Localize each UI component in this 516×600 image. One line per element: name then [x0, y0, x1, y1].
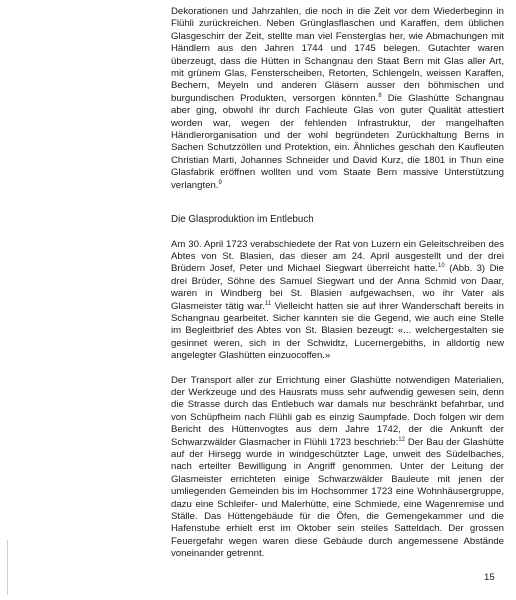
paragraph-text-cont: Der Bau der Glashütte auf der Hirsegg wurde in windgeschützter Lage, unweit des Südelbaches, nach erteilter Bewilligung in Angriff genommen. Unter der Leitung der Glasmeister errichteten einige Schwarzwälder Bauleute mit jenen der umliegenden Gemeinden bis im Hochsommer 1723 eine Wohnhäusergruppe, dazu eine Schleifer- und Malerhütte, eine Schmiede, eine Wagenremise und Ställe. Das Hüttengebäude für die Öfen, die Gemengekammer und die Hafenstube erhielt erst im Oktober sein steiles Satteldach. Der grossen Feuergefahr wegen waren diese Gebäude durch angemessene Abstände voneinander getrennt.: [171, 436, 505, 560]
footnote-ref[interactable]: 10: [438, 263, 445, 270]
footnote-ref[interactable]: 11: [264, 300, 272, 307]
text-column: [171, 6, 504, 561]
paragraph-transport: [171, 375, 504, 561]
footnote-ref[interactable]: 8: [378, 92, 382, 99]
page-number: 15: [484, 572, 495, 583]
paragraph-gap: [171, 363, 504, 375]
paragraph-text-cont: Die Glashütte Schangnau aber ging, obwohl ihr durch Fachleute Glas von guter Qualität attestiert worden war, wegen der fehlenden Infrastruktur, der mangelhaften Händlerorganisation und der wohl begründeten Zurückhaltung Berns in Sachen Schutzzöllen und Protektion, ein. Ähnliches geschah den Kaufleuten Christian Marti, Johannes Schneider und David Kurz, die 1801 in Thun eine Glasfabrik eröffnen wollten und vom Staate Bern massive Unterstützung verlangten.: [171, 92, 504, 191]
paragraph-text-cont: (Abb. 3) Die drei Brüder, Söhne des Samuel Siegwart und der Anna Schmid von Daar, waren in Windberg bei St. Blasien aufgewachsen, wo ihr Vater als Glasmeister tätig war.: [171, 263, 504, 312]
paragraph-text: Dekorationen und Jahrzahlen, die noch in die Zeit vor dem Wiederbeginn in Flühli zurückreichen. Neben Grünglasflaschen und Karaffen, dem üblichen Glasgeschirr der Zeit, stellte man viel Fensterglas her, wie Abmachungen mit Händlern aus den Jahren 1744 und 1745 belegen. Gutachter waren überzeugt, dass die Hütten in Schangnau den Staat Bern mit Glas aller Art, mit grünem Glas, Fensterscheiben, Retorten, Schlengeln, weissen Karaffen, Bechern, Meyeln und anderen Gläsern ausser den böhmischen und burgundischen Produkten, versorgen könnten.: [171, 6, 504, 104]
paragraph-glass-products: [171, 6, 504, 192]
paragraph-text-cont: Vielleicht hatten sie auf ihrer Wanderschaft bereits in Schangnau gearbeitet. Sicher kannten sie die Gegend, wie auch eine Stelle im Begleitbrief des Abtes von St. Blasien bezeugt: «... welchergestalten sie gesinnet weren, sich in der Schwidtz, Lucernergebiths, in alldortig new angelegter Glashütten einzuocoffen.»: [171, 300, 504, 362]
footnote-ref[interactable]: 9: [218, 179, 222, 186]
paragraph-text: Der Transport aller zur Errichtung einer Glashütte notwendigen Materialien, der Werkzeuge und des Hausrats muss sehr aufwendig gewesen sein, denn die Strasse durch das Entlebuch war damals nur beschränkt befahrbar, und von Schüpfheim nach Flühli gab es einzig Saumpfade. Doch folgen wir dem Bericht des Hüttenvogtes aus dem Jahre 1742, der die Ankunft der Schwarzwälder Glasmacher in Flühli 1723 beschrieb:: [171, 374, 504, 448]
paragraph-siegwart-brothers: [171, 239, 504, 363]
section-heading: Die Glasproduktion im Entlebuch: [171, 214, 314, 226]
paragraph-text: Am 30. April 1723 verabschiedete der Rat von Luzern ein Geleitschreiben des Abtes von St. Blasien, das dieser am 24. April ausgestellt und der drei Brüdern Josef, Peter und Michael Siegwart überreicht hatte.: [171, 238, 504, 275]
scan-edge-line: [7, 540, 8, 595]
footnote-ref[interactable]: 12: [398, 436, 405, 443]
